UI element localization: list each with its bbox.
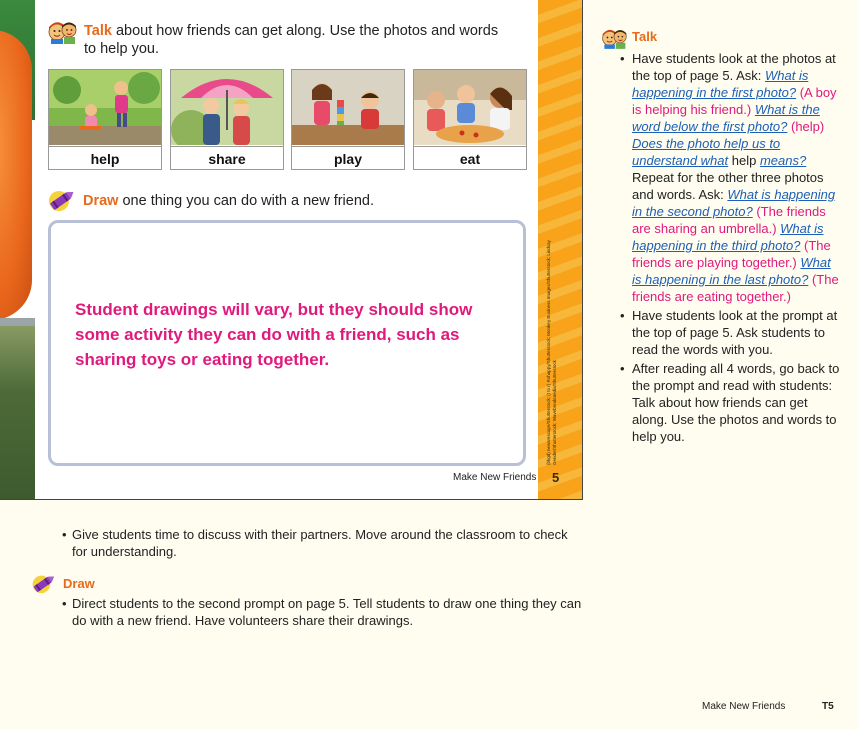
answer-line: some activity they can do with a friend, such as	[75, 325, 460, 344]
question-text: What is happening in the second photo?	[632, 187, 836, 219]
photo-card-help	[48, 69, 162, 170]
question-text: What is happening in the first photo?	[632, 68, 809, 100]
answer-text: (The friends are eating together.)	[632, 272, 839, 304]
answer-text	[75, 297, 515, 372]
question-text: What is the word below the first photo?	[632, 102, 820, 134]
draw-heading-text: Draw	[63, 576, 95, 591]
question-text: What is happening in the last photo?	[632, 255, 831, 287]
question-text: means?	[759, 153, 807, 168]
talk-prompt	[84, 22, 498, 40]
photo-label-eat: eat	[414, 146, 526, 170]
crayon-icon	[46, 187, 78, 213]
crayon-icon	[30, 572, 58, 595]
photo-card-play	[291, 69, 405, 170]
photo-eat	[414, 70, 526, 145]
bottom-bullet-draw: • Direct students to the second prompt on page 5. Tell students to draw one thing they can do with a new friend. Have volunteers share their drawings.	[62, 596, 582, 628]
talk-prompt-text-1: about how friends can get along. Use the photos and words	[111, 23, 499, 39]
draw-heading	[30, 572, 230, 596]
answer-text: (The friends are sharing an umbrella.)	[632, 204, 826, 236]
photo-credits: (bkgd) newsrescape/Shutterstock; (t to r) Rohappy/Shutterstock; Monkey Business Images/Shutterstock; Lindsay Gender/Shutterstock; Wavebreakmedia/Shutterstock	[546, 240, 557, 465]
talking-kids-icon	[46, 18, 78, 44]
talk-bullet	[600, 360, 840, 445]
photo-share	[171, 70, 283, 145]
answer-line: Student drawings will vary, but they should show	[75, 300, 473, 319]
talk-prompt-line-2: to help you.	[84, 41, 159, 57]
background-photo-strip	[0, 0, 35, 500]
answer-line: sharing toys or eating together.	[75, 350, 330, 369]
note-text: Repeat for the other three photos and words. Ask:	[632, 170, 824, 202]
drawing-area	[48, 220, 526, 466]
note-text: After reading all 4 words, go back to the prompt and read with students: Talk about how friends can get along. Use the photos and words to help you.	[632, 361, 840, 444]
photo-play	[292, 70, 404, 145]
talk-bullet-list	[600, 50, 840, 447]
answer-text: (help)	[787, 119, 825, 134]
talk-bullet	[600, 50, 840, 305]
student-page-number: 5	[552, 470, 560, 485]
question-text: What is happening in the third photo?	[632, 221, 824, 253]
bottom-bullet-discuss: • Give students time to discuss with their partners. Move around the classroom to check for understanding.	[62, 526, 582, 560]
student-page	[0, 0, 583, 500]
talk-heading	[600, 26, 840, 50]
note-text: Have students look at the prompt at the top of page 5. Ask students to read the words with you.	[632, 308, 838, 357]
answer-text: (A boy is helping his friend.)	[632, 85, 837, 117]
talk-bullet	[600, 307, 840, 358]
photo-card-share	[170, 69, 284, 170]
draw-prompt	[83, 192, 374, 210]
talk-keyword: Talk	[84, 23, 112, 39]
photo-help	[49, 70, 161, 145]
bullet-text: Give students time to discuss with their partners. Move around the classroom to check for understanding.	[72, 527, 568, 559]
teacher-footer-label: Make New Friends	[702, 701, 786, 712]
answer-text: (The friends are playing together.)	[632, 238, 831, 270]
student-footer-label: Make New Friends	[453, 472, 537, 483]
bullet-text: Direct students to the second prompt on page 5. Tell students to draw one thing they can do with a new friend. Have volunteers share their drawings.	[72, 596, 582, 628]
note-text: help	[728, 153, 760, 168]
question-text: Does the photo help us to understand what	[632, 136, 781, 168]
teacher-page-number: T5	[822, 701, 834, 712]
photo-label-help: help	[49, 146, 161, 170]
photo-label-share: share	[171, 146, 283, 170]
draw-keyword: Draw	[83, 193, 119, 209]
teacher-footer	[702, 701, 834, 712]
note-text: Have students look at the photos at the top of page 5. Ask:	[632, 51, 836, 83]
draw-prompt-text: one thing you can do with a new friend.	[118, 193, 374, 209]
talk-heading-text: Talk	[632, 29, 658, 44]
talking-kids-icon	[600, 26, 628, 49]
photo-label-play: play	[292, 146, 404, 170]
photo-card-eat	[413, 69, 527, 170]
